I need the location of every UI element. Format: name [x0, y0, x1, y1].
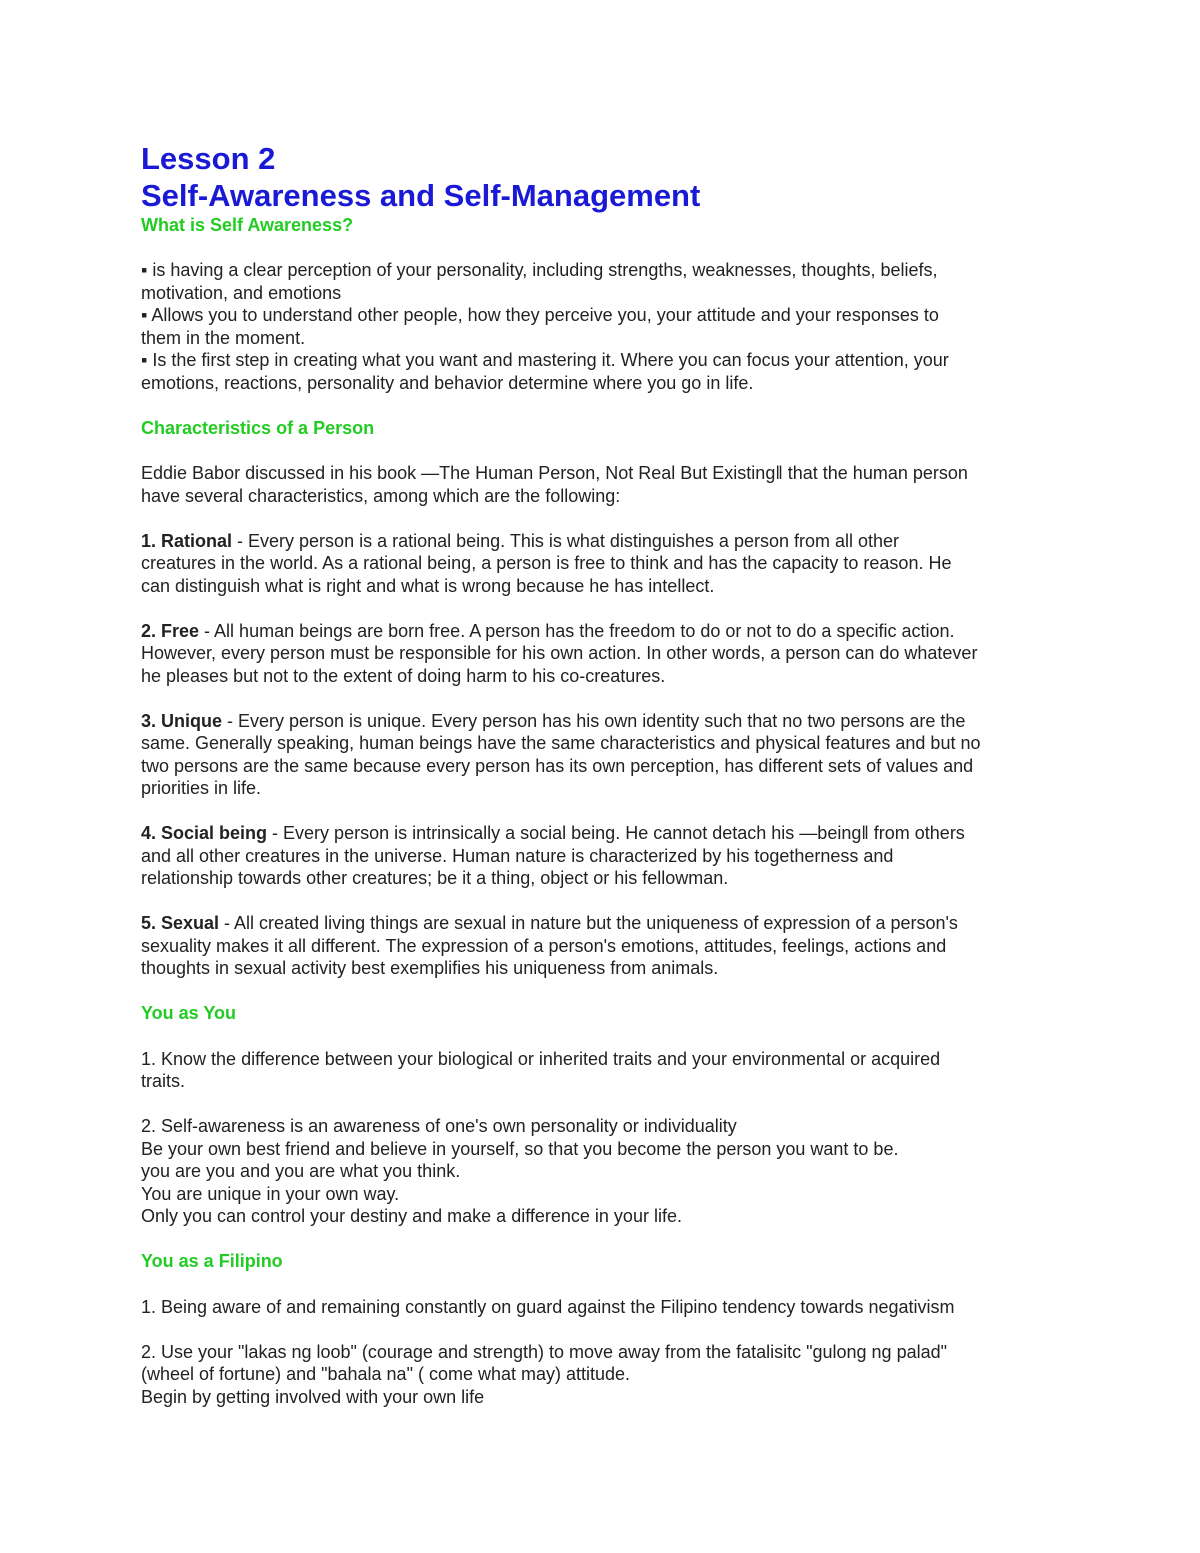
characteristic-line [141, 710, 1066, 733]
characteristic-line: and all other creatures in the universe. Human nature is characterized by his togetherness and [141, 845, 894, 866]
bullet-line: them in the moment. [141, 327, 306, 348]
bullet-line: motivation, and emotions [141, 282, 342, 303]
characteristic-line: However, every person must be responsible for his own action. In other words, a person can do whatever [141, 643, 978, 663]
characteristic-line [141, 530, 1066, 553]
list-line: traits. [141, 1071, 186, 1091]
characteristic-line: two persons are the same because every person has its own perception, has different sets of values and [141, 755, 974, 776]
characteristic-line [141, 912, 1066, 935]
characteristic-term: 5. Sexual [141, 913, 220, 933]
list-line: 2. Self-awareness is an awareness of one's own personality or individuality [141, 1116, 737, 1136]
characteristic-term: 1. Rational [141, 530, 233, 551]
list-line: 1. Being aware of and remaining constantly on guard against the Filipino tendency towards negativism [141, 1296, 955, 1317]
characteristic-term: 3. Unique [141, 710, 223, 731]
list-line: Begin by getting involved with your own life [141, 1386, 485, 1407]
characteristic-line: can distinguish what is right and what is wrong because he has intellect. [141, 575, 715, 596]
characteristic-desc: - Every person is intrinsically a social being. He cannot detach his ―being‖ from others [267, 823, 965, 843]
bullet-line: emotions, reactions, personality and behavior determine where you go in life. [141, 372, 754, 393]
characteristic-line: same. Generally speaking, human beings have the same characteristics and physical features and but no [141, 733, 981, 753]
list-line: 1. Know the difference between your biological or inherited traits and your environmental or acquired [141, 1048, 941, 1069]
lesson-title: Self-Awareness and Self-Management [141, 178, 701, 213]
characteristic-desc: - All human beings are born free. A person has the freedom to do or not to do a specific action. [199, 620, 955, 641]
characteristic-term: 2. Free [141, 620, 200, 641]
document-page [141, 140, 1066, 1408]
characteristic-desc: - Every person is a rational being. This is what distinguishes a person from all other [232, 530, 900, 551]
section-heading-you-as-you: You as You [141, 1003, 237, 1023]
section-heading-characteristics: Characteristics of a Person [141, 417, 375, 438]
list-line: 2. Use your "lakas ng loob" (courage and strength) to move away from the fatalisitc "gulong ng palad" [141, 1341, 948, 1362]
characteristic-desc: - All created living things are sexual in nature but the uniqueness of expression of a person's [219, 913, 958, 933]
intro-line: Eddie Babor discussed in his book ―The Human Person, Not Real But Existing‖ that the human person [141, 463, 968, 483]
characteristic-line: thoughts in sexual activity best exemplifies his uniqueness from animals. [141, 958, 719, 978]
bullet-line: ▪ is having a clear perception of your personality, including strengths, weaknesses, thoughts, beliefs, [141, 260, 938, 280]
characteristic-desc: - Every person is unique. Every person has his own identity such that no two persons are the [222, 710, 966, 731]
characteristic-line: sexuality makes it all different. The expression of a person's emotions, attitudes, feelings, actions and [141, 935, 947, 956]
characteristic-line: priorities in life. [141, 778, 262, 798]
list-line: you are you and you are what you think. [141, 1161, 461, 1181]
characteristic-line [141, 620, 1066, 643]
characteristic-line: relationship towards other creatures; be it a thing, object or his fellowman. [141, 868, 729, 888]
list-line: Only you can control your destiny and make a difference in your life. [141, 1206, 682, 1226]
intro-line: have several characteristics, among which are the following: [141, 485, 621, 506]
characteristic-line: creatures in the world. As a rational being, a person is free to think and has the capacity to reason. He [141, 553, 952, 573]
characteristic-term: 4. Social being [141, 823, 268, 843]
bullet-line: ▪ Allows you to understand other people, how they perceive you, your attitude and your responses to [141, 305, 939, 325]
lesson-number: Lesson 2 [141, 141, 276, 176]
list-line: You are unique in your own way. [141, 1183, 400, 1204]
list-line: Be your own best friend and believe in yourself, so that you become the person you want to be. [141, 1138, 899, 1159]
list-line: (wheel of fortune) and "bahala na" ( come what may) attitude. [141, 1364, 631, 1384]
section-heading-you-as-filipino: You as a Filipino [141, 1251, 283, 1271]
characteristic-line: he pleases but not to the extent of doing harm to his co-creatures. [141, 665, 666, 686]
characteristic-line [141, 822, 1066, 845]
section-heading-self-awareness: What is Self Awareness? [141, 215, 354, 235]
bullet-line: ▪ Is the first step in creating what you want and mastering it. Where you can focus your attention, your [141, 350, 949, 370]
